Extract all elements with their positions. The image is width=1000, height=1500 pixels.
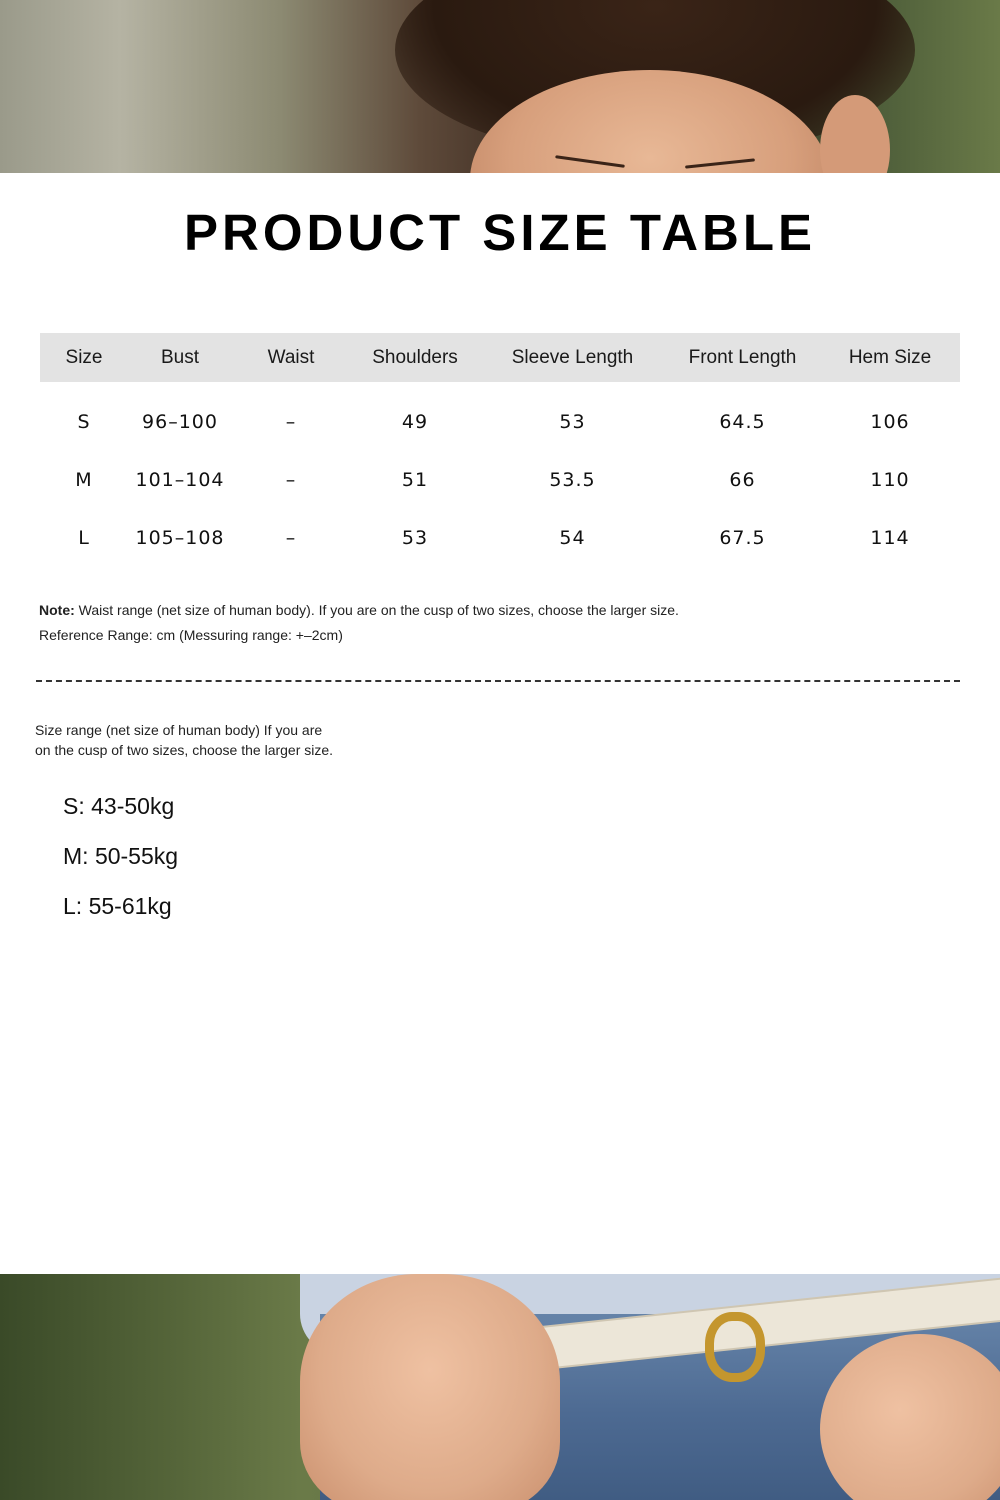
- header-sleeve-length: Sleeve Length: [511, 346, 634, 368]
- header-size: Size: [65, 346, 103, 368]
- cell-size: S: [77, 411, 91, 433]
- header-waist: Waist: [267, 346, 315, 368]
- header-shoulders: Shoulders: [372, 346, 458, 368]
- buckle-shape: [705, 1312, 765, 1382]
- page-title: PRODUCT SIZE TABLE: [183, 204, 817, 261]
- reference-range: Reference Range: cm (Messuring range: +–2cm): [39, 627, 343, 643]
- left-hand-shape: [300, 1274, 560, 1500]
- size-note: [39, 598, 679, 648]
- cell-size: L: [78, 527, 90, 549]
- cell-hem-size: 114: [870, 527, 910, 549]
- dashed-divider: [36, 680, 960, 682]
- cell-front-length: 67.5: [719, 527, 766, 549]
- bottom-photo: [0, 1274, 1000, 1500]
- cell-hem-size: 110: [870, 469, 910, 491]
- cell-front-length: 66: [729, 469, 756, 491]
- intro-line: Size range (net size of human body) If you are: [35, 722, 323, 738]
- table-row: [40, 393, 960, 451]
- cell-front-length: 64.5: [719, 411, 766, 433]
- weight-item-l: L: 55-61kg: [63, 893, 172, 919]
- cell-shoulders: 49: [401, 411, 429, 433]
- header-front-length: Front Length: [688, 346, 797, 368]
- cell-shoulders: 53: [401, 527, 429, 549]
- table-body: [40, 393, 960, 567]
- intro-line: on the cusp of two sizes, choose the larger size.: [35, 742, 334, 758]
- weight-item-s: S: 43-50kg: [63, 793, 175, 819]
- cell-sleeve-length: 53.5: [549, 469, 596, 491]
- table-row: [40, 451, 960, 509]
- table-row: [40, 509, 960, 567]
- cell-shoulders: 51: [401, 469, 429, 491]
- size-table: [40, 333, 960, 567]
- note-line: [39, 598, 679, 623]
- top-photo: [0, 0, 1000, 173]
- cell-waist: –: [285, 469, 297, 491]
- note-text: Waist range (net size of human body). If you are on the cusp of two sizes, choose the larger size.: [74, 602, 679, 618]
- size-range-intro: [35, 720, 375, 760]
- cell-bust: 105–108: [135, 527, 225, 549]
- weight-item-m: M: 50-55kg: [63, 843, 179, 869]
- note-label: Note:: [39, 602, 75, 618]
- cell-hem-size: 106: [870, 411, 910, 433]
- cell-waist: –: [285, 411, 297, 433]
- cell-bust: 101–104: [135, 469, 225, 491]
- cell-sleeve-length: 53: [559, 411, 586, 433]
- table-header: [40, 333, 960, 382]
- cell-sleeve-length: 54: [559, 527, 586, 549]
- cell-bust: 96–100: [142, 411, 218, 433]
- cell-size: M: [75, 469, 93, 491]
- cell-waist: –: [285, 527, 297, 549]
- header-bust: Bust: [160, 346, 200, 368]
- header-hem-size: Hem Size: [848, 346, 932, 368]
- weight-list: [63, 789, 178, 939]
